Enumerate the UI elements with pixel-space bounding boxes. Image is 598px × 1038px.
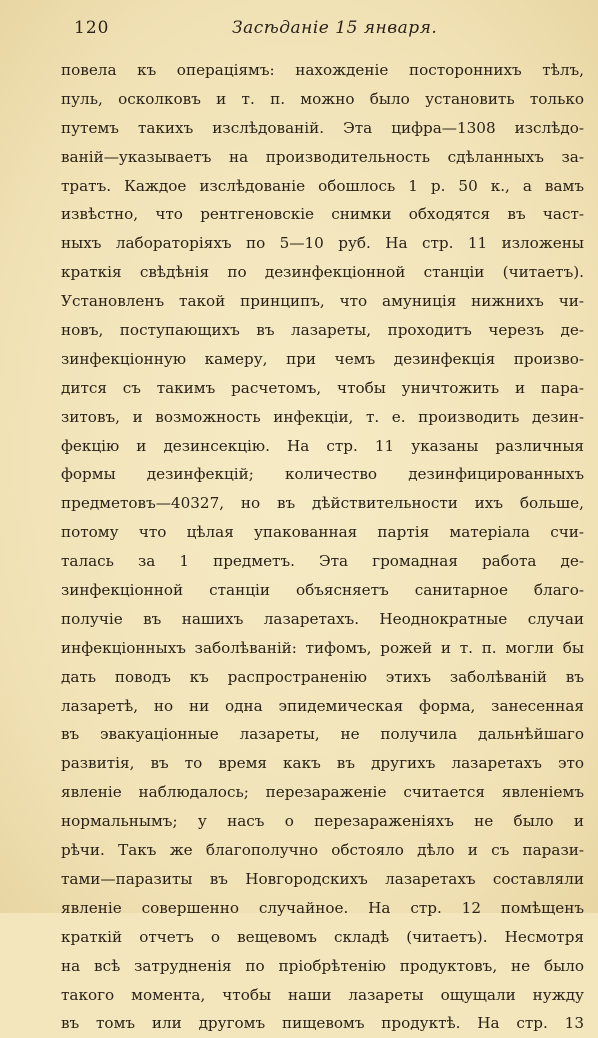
text-line: формы дезинфекцій; количество дезинфицированныхъ [61, 465, 584, 484]
text-line: извѣстно, что рентгеновскіе снимки обходятся въ част- [61, 205, 584, 224]
text-line: въ томъ или другомъ пищевомъ продуктѣ. На стр. 13 [61, 1014, 584, 1033]
text-line: тратъ. Каждое изслѣдованіе обошлось 1 р. 50 к., а вамъ [61, 176, 584, 195]
page-number: 120 [74, 18, 110, 38]
text-line: въ эвакуаціонные лазареты, не получила дальнѣйшаго [61, 725, 584, 744]
text-line: Установленъ такой принципъ, что амуниція нижнихъ чи- [61, 292, 584, 311]
body-text [61, 56, 584, 1038]
text-line: фекцію и дезинсекцію. На стр. 11 указаны различныя [61, 436, 584, 455]
running-head: Засѣданіе 15 января. [232, 18, 438, 38]
text-line: ваній—указываетъ на производительность сдѣланныхъ за- [61, 147, 584, 166]
text-line: явленіе наблюдалось; перезараженіе считается явленіемъ [61, 783, 584, 802]
text-line: краткія свѣдѣнія по дезинфекціонной станціи (читаетъ). [61, 263, 584, 282]
text-line: нормальнымъ; у насъ о перезараженіяхъ не было и [61, 812, 584, 831]
text-line: повела къ операціямъ: нахожденіе постороннихъ тѣлъ, [61, 61, 584, 79]
page-header [74, 18, 502, 46]
text-line: талась за 1 предметъ. Эта громадная работа де- [61, 552, 584, 571]
text-line: такого момента, чтобы наши лазареты ощущали нужду [61, 985, 584, 1004]
text-line: получіе въ нашихъ лазаретахъ. Неоднократные случаи [61, 609, 584, 628]
text-line: зинфекціонную камеру, при чемъ дезинфекція произво- [61, 349, 584, 368]
text-line: рѣчи. Такъ же благополучно обстояло дѣло и съ парази- [61, 841, 584, 860]
text-line: новъ, поступающихъ въ лазареты, проходитъ черезъ де- [61, 321, 584, 340]
text-line: зинфекціонной станціи объясняетъ санитарное благо- [61, 581, 584, 600]
text-line: пуль, осколковъ и т. п. можно было установить только [61, 89, 584, 108]
text-line: инфекціонныхъ заболѣваній: тифомъ, рожей и т. п. могли бы [61, 638, 584, 657]
text-line: предметовъ—40327, но въ дѣйствительности ихъ больше, [61, 494, 584, 513]
text-line: явленіе совершенно случайное. На стр. 12 помѣщенъ [61, 898, 584, 917]
text-line: краткій отчетъ о вещевомъ складѣ (читаетъ). Несмотря [61, 927, 584, 946]
text-line: ныхъ лабораторіяхъ по 5—10 руб. На стр. 11 изложены [61, 234, 584, 253]
text-line: на всѣ затрудненія по пріобрѣтенію продуктовъ, не было [61, 956, 584, 975]
text-line: лазаретѣ, но ни одна эпидемическая форма, занесенная [61, 696, 584, 715]
text-line: развитія, въ то время какъ въ другихъ лазаретахъ это [61, 754, 584, 773]
text-line: путемъ такихъ изслѣдованій. Эта цифра—1308 изслѣдо- [61, 118, 584, 137]
text-line: дится съ такимъ расчетомъ, чтобы уничтожить и пара- [61, 378, 584, 397]
text-line: зитовъ, и возможность инфекціи, т. е. производить дезин- [61, 407, 584, 426]
text-line: дать поводъ къ распространенію этихъ заболѣваній въ [61, 667, 584, 686]
text-line: потому что цѣлая упакованная партія матеріала счи- [61, 523, 584, 542]
text-line: тами—паразиты въ Новгородскихъ лазаретахъ составляли [61, 869, 584, 888]
